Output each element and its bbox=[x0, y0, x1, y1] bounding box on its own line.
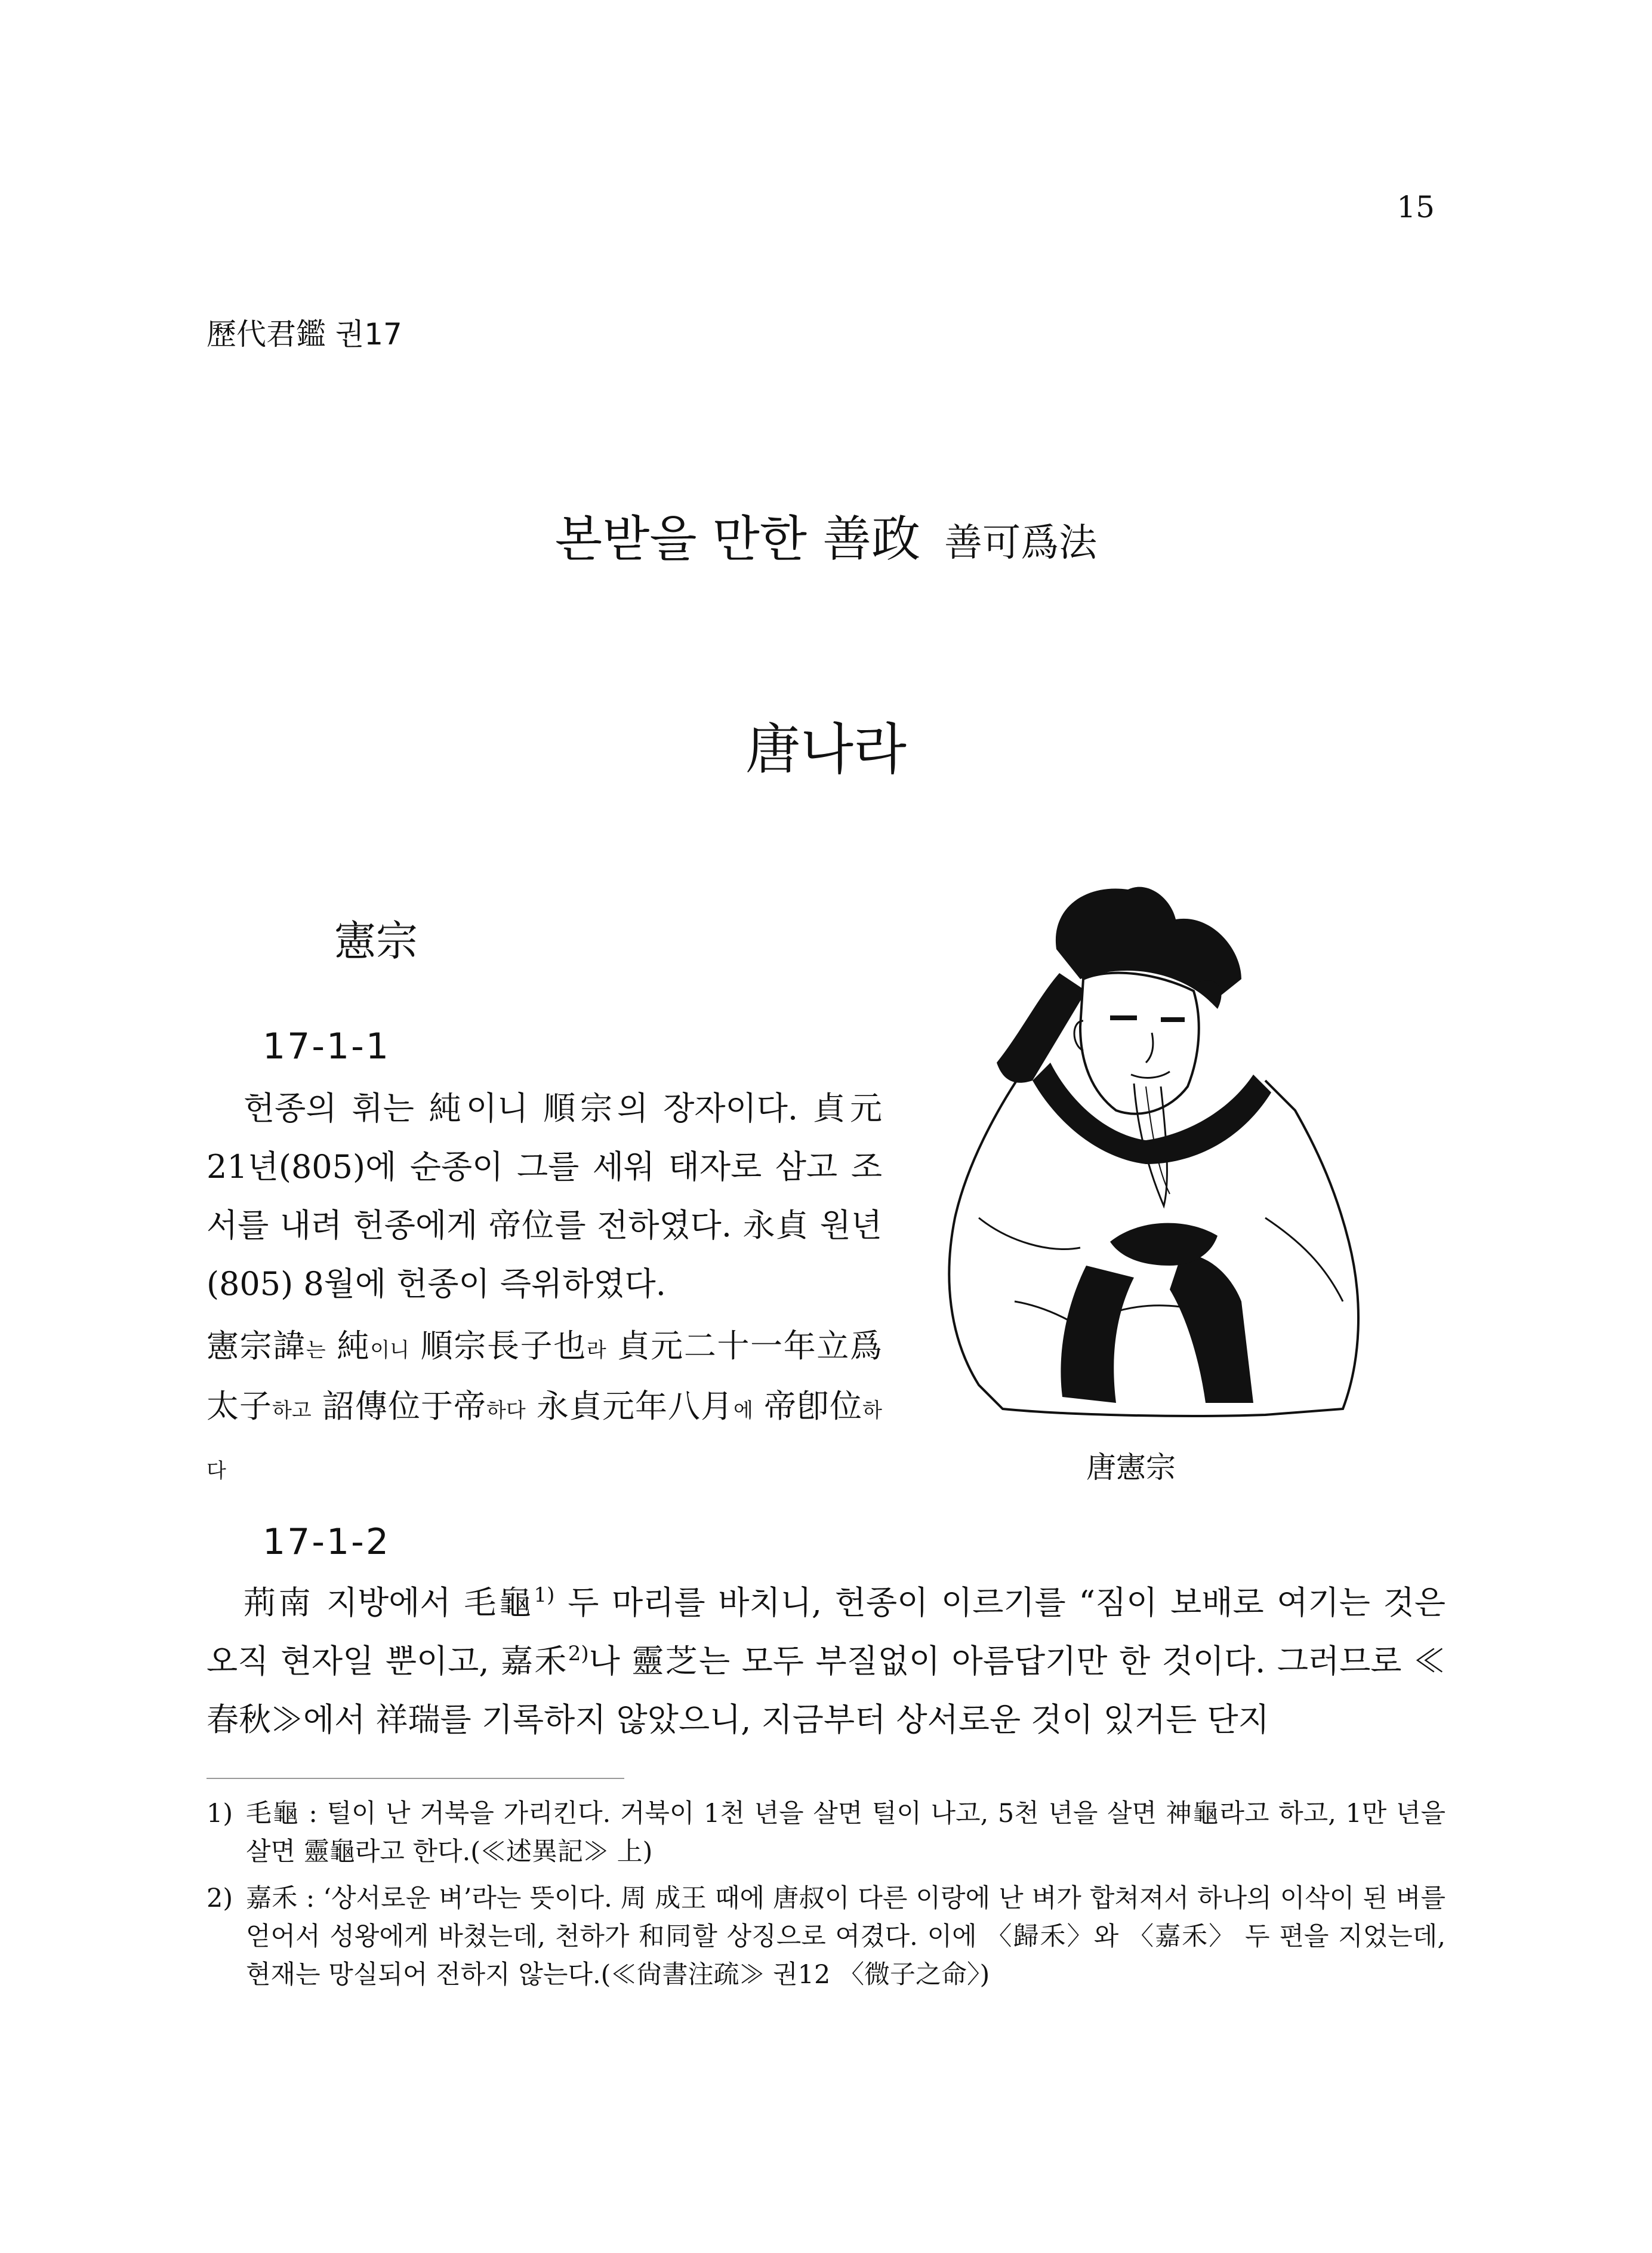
entry-korean-text: 荊南 지방에서 毛龜$^{1)}$ 두 마리를 바치니, 헌종이 이르기를 “짐이 보배로 여기는 것은 오직 현자일 뿐이고, 嘉禾$^{2)}$나 靈芝는 모두 부질없이 아름답기만 한 것이다. 그러므로 ≪春秋≫에서 祥瑞를 기록하지 않았으니, 지금부터 상서로운 것이 있거든 단지 bbox=[207, 1583, 1446, 1738]
footnotes bbox=[207, 1795, 1446, 2002]
footnote bbox=[207, 1795, 1446, 1871]
portrait-caption: 唐憲宗 bbox=[1086, 1450, 1176, 1485]
footnote-ref[interactable]: 2) bbox=[568, 1642, 589, 1666]
dynasty-title: 唐나라 bbox=[745, 718, 907, 781]
emperor-portrait bbox=[931, 884, 1373, 1421]
footnote-divider bbox=[207, 1778, 624, 1779]
footnote-mark: 1) bbox=[207, 1799, 233, 1829]
running-header: 歷代君鑑 권17 bbox=[207, 317, 402, 352]
footnote-text: 嘉禾 : ‘상서로운 벼’라는 뜻이다. 周 成王 때에 唐叔이 다른 이랑에 난 벼가 합쳐져서 하나의 이삭이 된 벼를 얻어서 성왕에게 바쳤는데, 천하가 和同할 상징으로 여겼다. 이에 〈歸禾〉와 〈嘉禾〉 두 편을 지었는데, 현재는 망실되어 전하지 않는다.(≪尙書注疏≫ 권12 〈微子之命〉) bbox=[246, 1883, 1446, 1990]
emperor-name: 憲宗 bbox=[334, 916, 418, 965]
entry-number: 17-1-2 bbox=[263, 1521, 390, 1563]
section-title-sub: 善可爲法 bbox=[944, 521, 1098, 565]
footnote-ref[interactable]: 1) bbox=[534, 1583, 555, 1607]
entry-number: 17-1-1 bbox=[263, 1026, 390, 1067]
page-number: 15 bbox=[1397, 190, 1435, 224]
entry-korean-text: 헌종의 휘는 純이니 順宗의 장자이다. 貞元 21년(805)에 순종이 그를 세워 태자로 삼고 조서를 내려 헌종에게 帝位를 전하였다. 永貞 원년(805) 8월에 헌종이 즉위하였다. bbox=[207, 1089, 882, 1303]
section-title bbox=[0, 500, 1652, 570]
footnote-text: 毛龜 : 털이 난 거북을 가리킨다. 거북이 1천 년을 살면 털이 나고, 5천 년을 살면 神龜라고 하고, 1만 년을 살면 靈龜라고 한다.(≪述異記≫ 上) bbox=[246, 1799, 1446, 1867]
entry-classical-text: 憲宗諱는 純이니 順宗長子也라 貞元二十一年立爲太子하고 詔傳位于帝하다 永貞元年八月에 帝卽位하다 bbox=[207, 1327, 882, 1483]
footnote bbox=[207, 1879, 1446, 1994]
section-title-main: 본받을 만한 善政 bbox=[554, 511, 921, 568]
footnote-mark: 2) bbox=[207, 1883, 233, 1913]
